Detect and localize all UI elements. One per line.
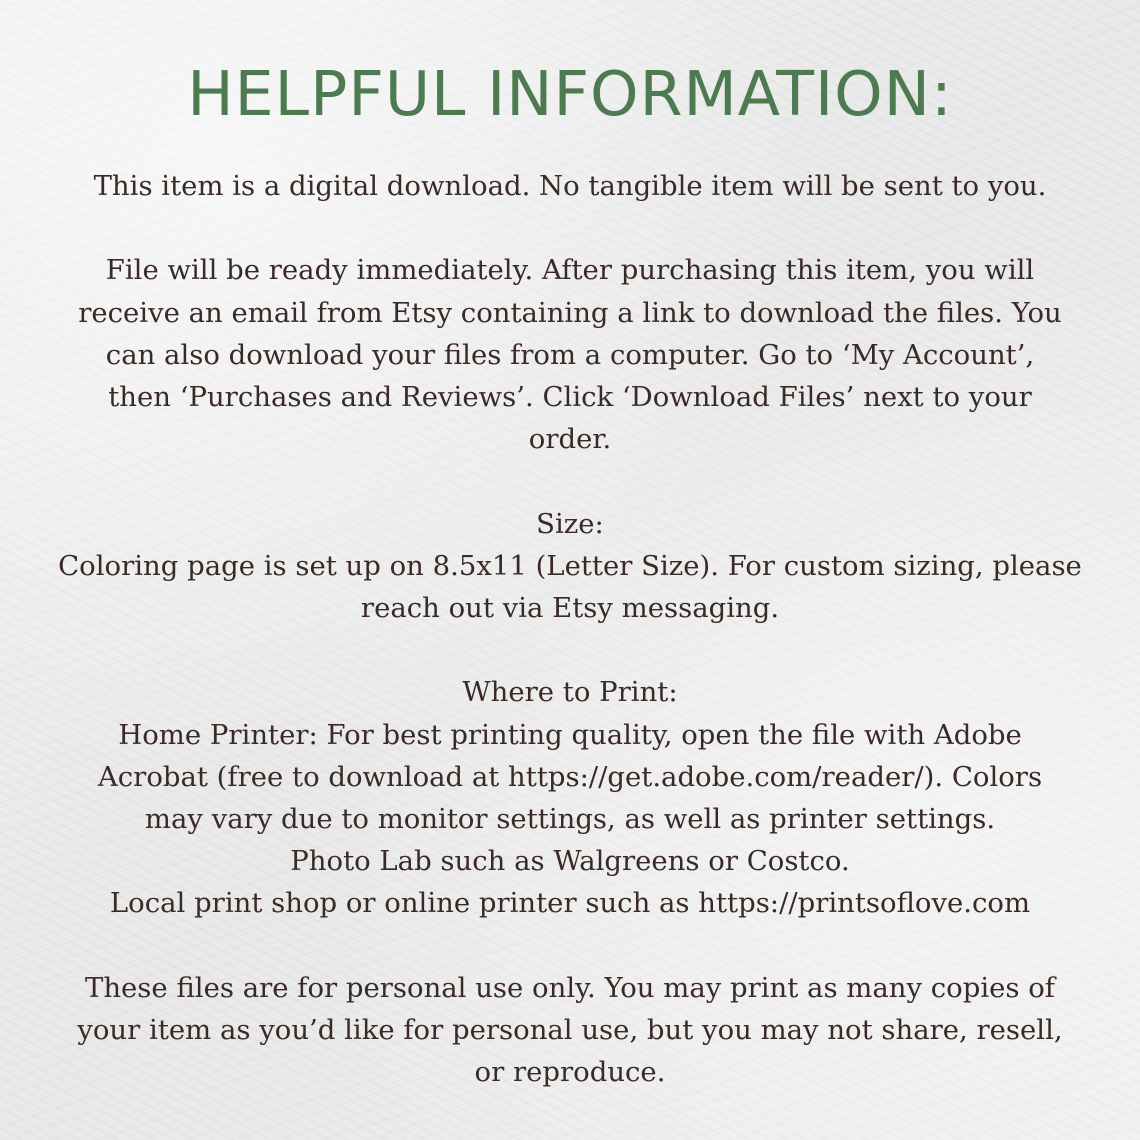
text-line: or reproduce. xyxy=(474,1056,666,1089)
text-line: Coloring page is set up on 8.5x11 (Letter Size). For custom sizing, please xyxy=(58,549,1082,582)
info-body xyxy=(40,165,1100,1093)
paragraph-spacer xyxy=(40,460,1100,502)
text-line: then ‘Purchases and Reviews’. Click ‘Download Files’ next to your xyxy=(108,381,1032,413)
text-line: File will be ready immediately. After purchasing this item, you will xyxy=(105,254,1035,287)
text-line: can also download your files from a computer. Go to ‘My Account’, xyxy=(105,338,1035,371)
page-title: HELPFUL INFORMATION: xyxy=(187,58,953,130)
text-line: This item is a digital download. No tangible item will be sent to you. xyxy=(93,170,1047,202)
paragraph-spacer xyxy=(40,629,1100,671)
text-line: your item as you’d like for personal use, but you may not share, resell, xyxy=(77,1014,1063,1046)
section-heading-size: Size: xyxy=(536,507,604,540)
paragraph-digital-download xyxy=(40,165,1100,207)
paragraph-where-to-print xyxy=(40,671,1100,924)
text-line: reach out via Etsy messaging. xyxy=(360,592,780,624)
paragraph-size xyxy=(40,503,1100,630)
text-line: may vary due to monitor settings, as well as printer settings. xyxy=(144,803,996,835)
text-line: These files are for personal use only. You may print as many copies of xyxy=(84,971,1055,1004)
paragraph-download-instructions xyxy=(40,249,1100,460)
paragraph-spacer xyxy=(40,925,1100,967)
text-line: Local print shop or online printer such as https://printsoflove.com xyxy=(109,887,1031,920)
text-line: Home Printer: For best printing quality, open the file with Adobe xyxy=(118,718,1022,751)
text-line: receive an email from Etsy containing a link to download the files. You xyxy=(78,296,1062,329)
paragraph-personal-use xyxy=(40,967,1100,1094)
text-line: Photo Lab such as Walgreens or Costco. xyxy=(290,845,850,878)
paragraph-spacer xyxy=(40,207,1100,249)
text-line: Acrobat (free to download at https://get.adobe.com/reader/). Colors xyxy=(97,760,1043,793)
section-heading-where-to-print: Where to Print: xyxy=(462,676,678,709)
text-line: order. xyxy=(528,423,612,456)
